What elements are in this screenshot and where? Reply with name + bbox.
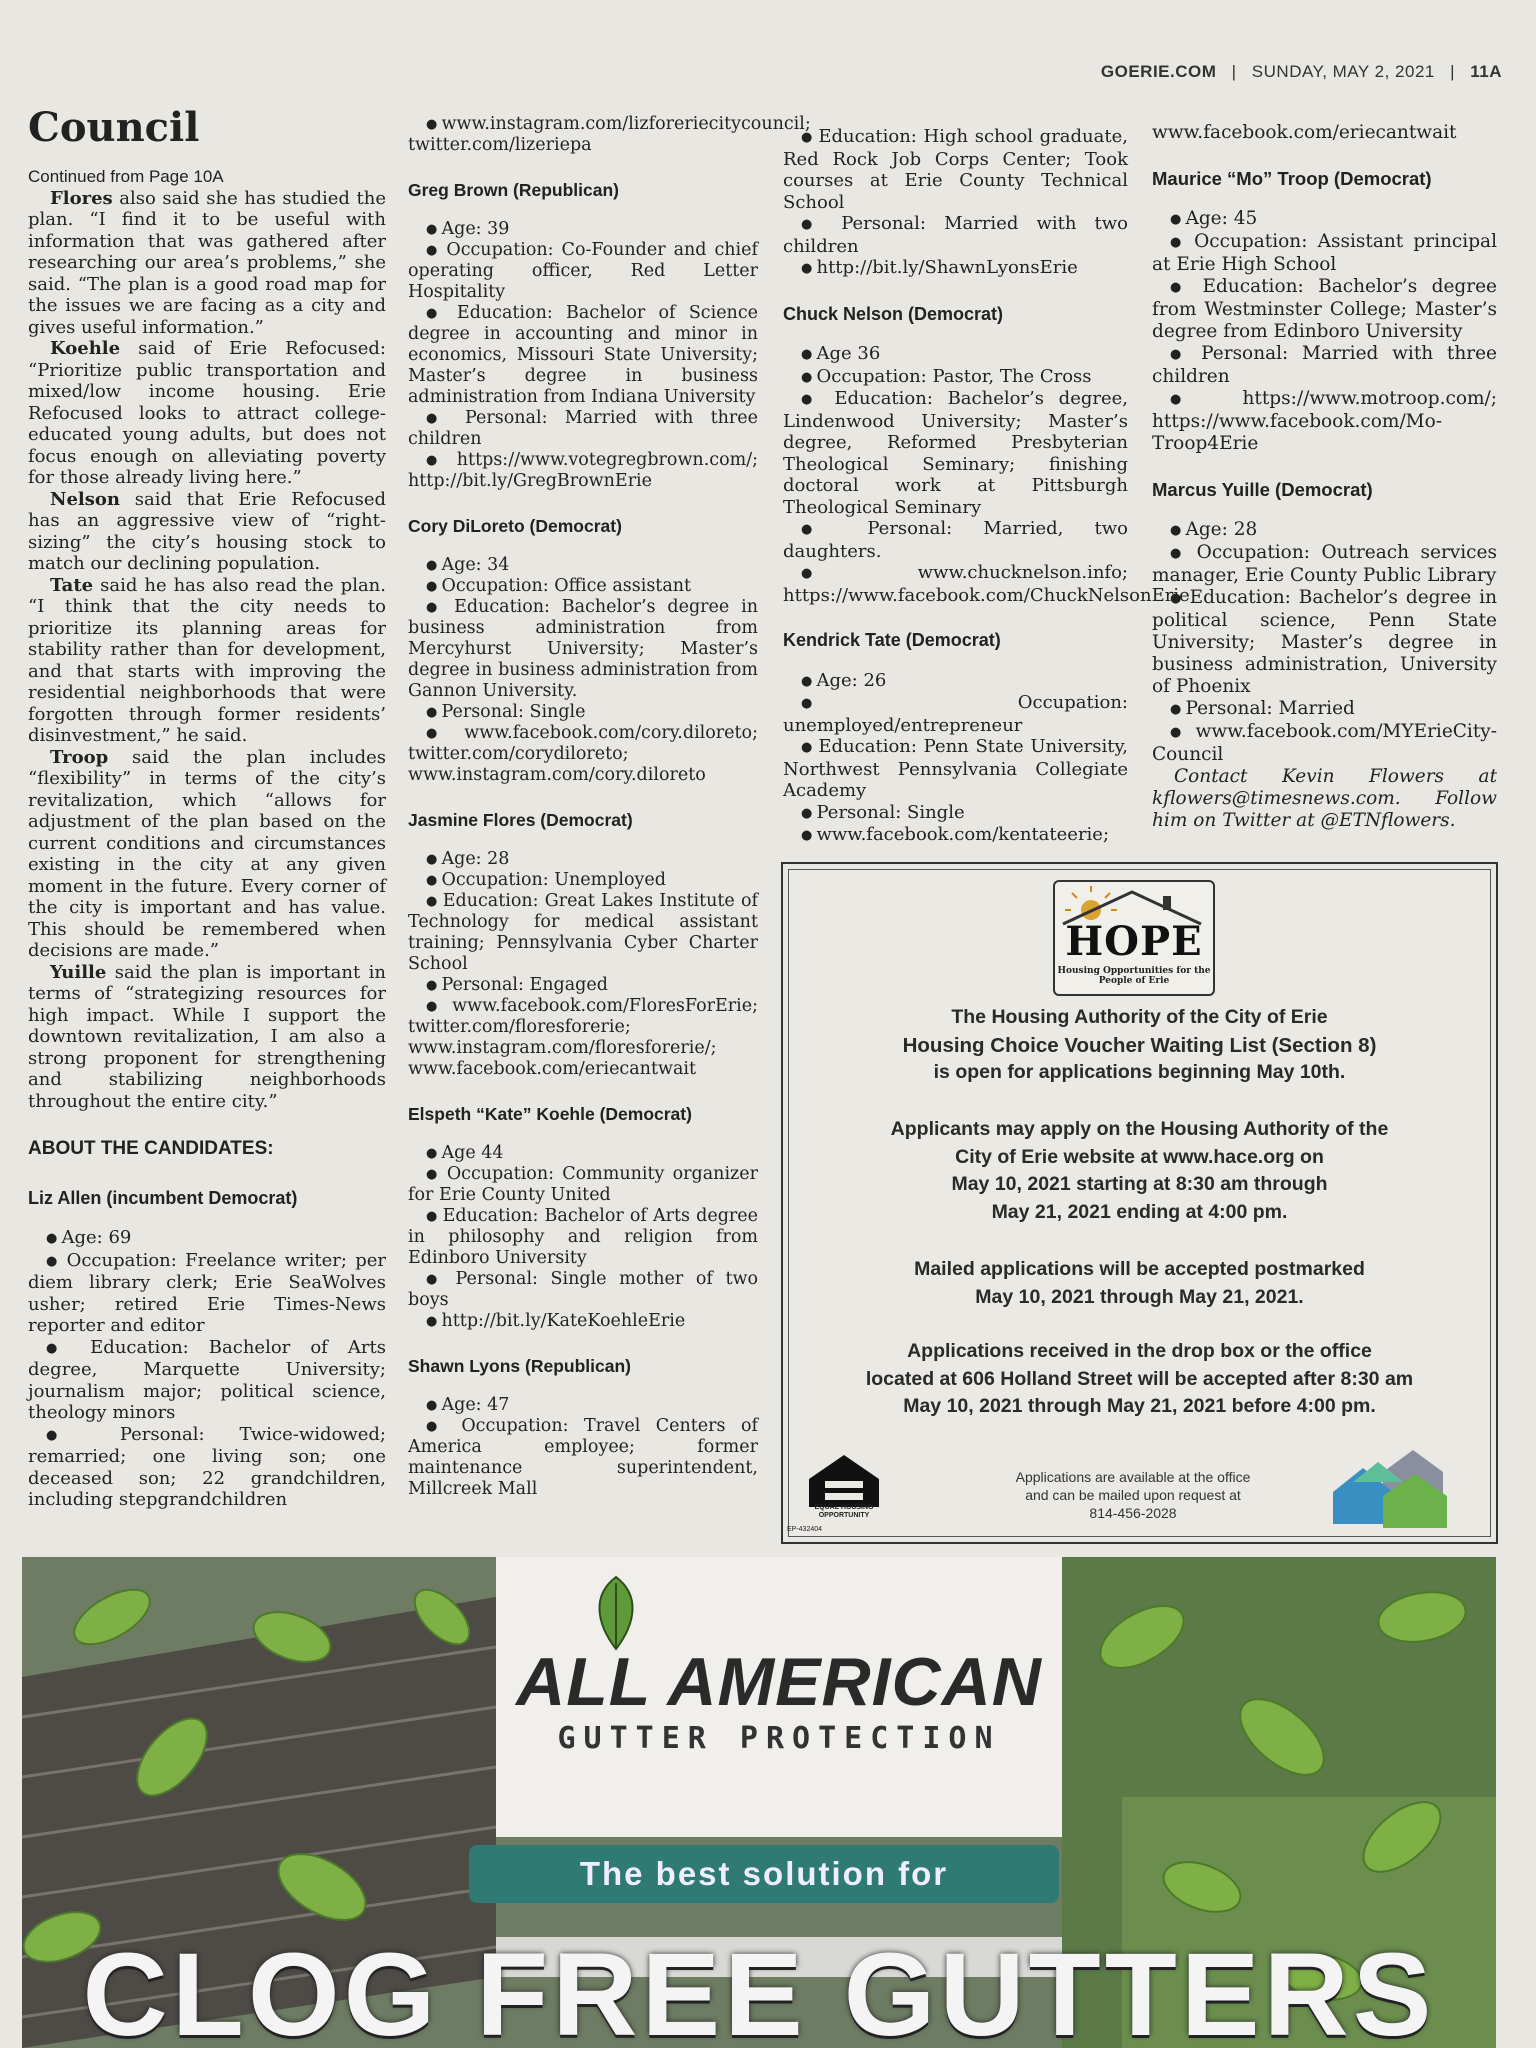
allen-personal: ● Personal: Twice-widowed; remarried; one living son; one deceased son; 22 grandchildren, including stepgrandchildren	[28, 1424, 386, 1511]
page-header: GOERIE.COM | SUNDAY, MAY 2, 2021 | 11A	[1100, 62, 1502, 81]
site-name: GOERIE.COM	[1100, 62, 1217, 81]
lyons-age: ● Age: 47	[408, 1395, 758, 1416]
paragraph-lead-name: Koehle	[50, 338, 121, 359]
about-heading: ABOUT THE CANDIDATES:	[28, 1138, 274, 1159]
allen-links: ● www.instagram.com/lizforeriecitycouncil; twitter.com/lizeriepa	[408, 114, 758, 156]
paragraph-text: said he has also read the plan. “I think that the city needs to prioritize its planning areas for stability rather than for development, and that starts with improving the residential neighborhoods that were forgotten through former residents’ disinvestment,” he said.	[28, 574, 386, 746]
nelson-occupation: ● Occupation: Pastor, The Cross	[783, 366, 1128, 389]
lyons-personal: ● Personal: Married with two children	[783, 213, 1128, 257]
flores-age: ● Age: 28	[408, 849, 758, 870]
candidate-diloreto	[408, 516, 758, 786]
flores-personal: ● Personal: Engaged	[408, 975, 758, 996]
troop-name: Maurice “Mo” Troop (Democrat)	[1152, 168, 1432, 189]
continued-note: Continued from Page 10A	[28, 167, 224, 186]
ad-line: located at 606 Holland Street will be accepted after 8:30 am	[865, 1367, 1414, 1390]
paragraph-lead-name: Yuille	[50, 961, 107, 983]
allen-education: ● Education: Bachelor of Arts degree, Marquette University; journalism major; political science, theology minors	[28, 1337, 386, 1424]
article-paragraph	[28, 747, 386, 962]
paragraph-text: said that Erie Refocused has an aggressive view of “right-sizing” the city’s housing stock to match our declining population.	[28, 488, 386, 574]
koehle-name: Elspeth “Kate” Koehle (Democrat)	[408, 1104, 692, 1124]
diloreto-age: ● Age: 34	[408, 555, 758, 576]
candidate-nelson	[783, 303, 1190, 607]
ad-dropbox	[783, 1338, 1496, 1421]
diloreto-occupation: ● Occupation: Office assistant	[408, 576, 758, 597]
paragraph-lead-name: Nelson	[50, 488, 120, 510]
article-paragraph	[28, 188, 386, 339]
ad-footer-line: 814-456-2028	[1089, 1505, 1177, 1521]
article-paragraph	[28, 962, 386, 1113]
houses-icon	[1323, 1442, 1473, 1532]
gutter-tagline-pill: The best solution for	[469, 1845, 1059, 1903]
flores-education: ● Education: Great Lakes Institute of Technology for medical assistant training; Pennsylvania Cyber Charter School	[408, 891, 758, 975]
allen-occupation: ● Occupation: Freelance writer; per diem library clerk; Erie SeaWolves usher; retired Erie Times-News reporter and editor	[28, 1250, 386, 1337]
leaf-icon	[586, 1573, 646, 1653]
allen-name: Liz Allen (incumbent Democrat)	[28, 1187, 298, 1208]
author-contact: Contact Kevin Flowers at kflowers@timesnews.com. Follow him on Twitter at @ETNflowers.	[1152, 766, 1497, 831]
hope-logo-tagline: Housing Opportunities for the People of Erie	[1057, 966, 1211, 986]
brown-links: ● https://www.votegregbrown.com/; http://bit.ly/GregBrownErie	[408, 450, 758, 492]
ad-line: May 10, 2021 through May 21, 2021 before 4:00 pm.	[903, 1395, 1376, 1417]
yuille-education: ● Education: Bachelor’s degree in political science, Penn State University; Master’s degree in business administration, University of Phoenix	[1152, 587, 1497, 698]
paragraph-text: also said she has studied the plan. “I find it to be useful with information that was gathered after researching our area’s problems,” she said. “The plan is a good road map for the issues we are facing as a city and gives useful information.”	[28, 187, 386, 338]
tate-age: ● Age: 26	[783, 670, 1128, 693]
tate-education: ● Education: Penn State University, Northwest Pennsylvania Collegiate Academy	[783, 736, 1128, 802]
paragraph-text: said the plan is important in terms of “strategizing resources for high impact. While I support the downtown revitalization, I am also a strong proponent for strengthening and stabilizing neighborhoods throughout the entire city.”	[28, 961, 386, 1112]
candidate-allen	[28, 1188, 386, 1511]
column-1	[28, 104, 386, 1511]
koehle-education: ● Education: Bachelor of Arts degree in philosophy and religion from Edinboro University	[408, 1206, 758, 1269]
brown-age: ● Age: 39	[408, 219, 758, 240]
tate-name: Kendrick Tate (Democrat)	[783, 630, 1001, 650]
troop-age: ● Age: 45	[1152, 208, 1497, 231]
ad-footer-line: and can be mailed upon request at	[1025, 1487, 1241, 1503]
lyons-education: ● Education: High school graduate, Red Rock Job Corps Center; Took courses at Erie County Technical School	[783, 126, 1128, 213]
diloreto-name: Cory DiLoreto (Democrat)	[408, 516, 622, 536]
yuille-name: Marcus Yuille (Democrat)	[1152, 479, 1373, 500]
troop-links: ● https://www.motroop.com/; https://www.facebook.com/Mo-Troop4Erie	[1152, 388, 1497, 455]
nelson-personal: ● Personal: Married, two daughters.	[783, 518, 1128, 562]
housing-authority-ad	[781, 862, 1498, 1544]
paragraph-text: said the plan includes “flexibility” in terms of the city’s revitalization, which “allows for adjustment of the plan based on the current conditions and circumstances existing in the city at any given moment in the future. Every corner of the city is important and has value. This should be remembered when decisions are made.”	[28, 746, 386, 961]
paragraph-lead-name: Flores	[50, 187, 113, 209]
brown-personal: ● Personal: Married with three children	[408, 408, 758, 450]
candidate-lyons-continued	[783, 126, 1128, 280]
ad-line: Applicants may apply on the Housing Authority of the	[890, 1118, 1389, 1140]
lyons-name: Shawn Lyons (Republican)	[408, 1356, 631, 1376]
brown-name: Greg Brown (Republican)	[408, 180, 619, 200]
ad-footer-line: Applications are available at the office	[1015, 1469, 1251, 1485]
ad-mail	[783, 1256, 1496, 1311]
flores-name: Jasmine Flores (Democrat)	[408, 810, 633, 830]
article-paragraph	[28, 338, 386, 489]
candidate-flores	[408, 810, 758, 1080]
tate-occupation: ● Occupation: unemployed/entrepreneur	[783, 692, 1128, 736]
diloreto-links: ● www.facebook.com/cory.diloreto; twitter.com/corydiloreto; www.instagram.com/cory.diloreto	[408, 723, 758, 786]
brown-education: ● Education: Bachelor of Science degree in accounting and minor in economics, Missouri State University; Master’s degree in business administration from Indiana University	[408, 303, 758, 408]
paragraph-lead-name: Troop	[50, 746, 109, 768]
candidate-lyons	[408, 1356, 758, 1500]
ad-line: May 10, 2021 through May 21, 2021.	[975, 1285, 1304, 1308]
ad-line: Applications received in the drop box or the office	[907, 1340, 1372, 1362]
article-paragraph	[28, 489, 386, 575]
nelson-links: ● www.chucknelson.info; https://www.facebook.com/ChuckNelsonErie	[783, 562, 1128, 606]
ad-line: City of Erie website at www.hace.org on	[955, 1145, 1324, 1168]
koehle-links: ● http://bit.ly/KateKoehleErie	[408, 1311, 758, 1332]
column-3	[783, 126, 1190, 847]
nelson-education: ● Education: Bachelor’s degree, Lindenwood University; Master’s degree, Reformed Presbyterian Theological Seminary; finishing doctoral work at Pittsburgh Theological Seminary	[783, 388, 1128, 518]
gutter-subbrand: GUTTER PROTECTION	[557, 1721, 1001, 1756]
koehle-age: ● Age 44	[408, 1143, 758, 1164]
yuille-age: ● Age: 28	[1152, 519, 1497, 542]
nelson-age: ● Age 36	[783, 343, 1128, 366]
hope-logo	[1053, 880, 1215, 996]
gutter-protection-ad	[22, 1557, 1496, 2048]
ad-line: Housing Choice Voucher Waiting List (Section 8)	[902, 1033, 1377, 1057]
koehle-personal: ● Personal: Single mother of two boys	[408, 1269, 758, 1311]
gutter-headline: CLOG FREE GUTTERS	[82, 1929, 1436, 2048]
column-2	[408, 114, 811, 1500]
koehle-occupation: ● Occupation: Community organizer for Erie County United	[408, 1164, 758, 1206]
ad-line: is open for applications beginning May 10th.	[933, 1061, 1346, 1083]
diloreto-personal: ● Personal: Single	[408, 702, 758, 723]
article-body	[28, 188, 386, 1113]
column-4	[1152, 122, 1497, 832]
yuille-occupation: ● Occupation: Outreach services manager, Erie County Public Library	[1152, 542, 1497, 587]
diloreto-education: ● Education: Bachelor’s degree in business administration from Mercyhurst University; Master’s degree in business administration from Gannon University.	[408, 597, 758, 702]
article-paragraph	[28, 575, 386, 747]
gutter-logo-panel	[496, 1557, 1062, 1837]
tate-links: ● www.facebook.com/kentateerie;	[783, 824, 1128, 847]
troop-education: ● Education: Bachelor’s degree from Westminster College; Master’s degree from Edinboro University	[1152, 276, 1497, 343]
ad-footer	[973, 1468, 1293, 1522]
candidate-yuille	[1152, 479, 1497, 766]
flores-occupation: ● Occupation: Unemployed	[408, 870, 758, 891]
troop-occupation: ● Occupation: Assistant principal at Erie High School	[1152, 231, 1497, 276]
page-number: 11A	[1470, 62, 1502, 81]
candidate-brown	[408, 180, 758, 492]
allen-age: ● Age: 69	[28, 1227, 386, 1250]
candidate-koehle	[408, 1104, 758, 1332]
paragraph-lead-name: Tate	[50, 574, 94, 596]
yuille-personal: ● Personal: Married	[1152, 698, 1497, 721]
ad-line: May 21, 2021 ending at 4:00 pm.	[991, 1200, 1288, 1223]
gutter-brand: ALL AMERICAN	[516, 1644, 1042, 1720]
candidate-troop	[1152, 168, 1497, 455]
candidate-tate	[783, 630, 1128, 847]
yuille-links: ● www.facebook.com/MYErieCity-Council	[1152, 721, 1497, 766]
hope-logo-word: HOPE	[1065, 918, 1203, 965]
issue-date: SUNDAY, MAY 2, 2021	[1251, 62, 1435, 81]
ad-apply-online	[783, 1116, 1496, 1226]
flores-links: ● www.facebook.com/FloresForErie; twitter.com/floresforerie; www.instagram.com/floresforerie/; www.facebook.com/eriecantwait	[408, 996, 758, 1080]
equal-housing-label: EQUAL HOUSING OPPORTUNITY	[814, 1504, 874, 1519]
tate-links-continued: www.facebook.com/eriecantwait	[1152, 122, 1457, 143]
ad-line: May 10, 2021 starting at 8:30 am through	[951, 1173, 1328, 1195]
nelson-name: Chuck Nelson (Democrat)	[783, 303, 1004, 324]
brown-occupation: ● Occupation: Co-Founder and chief operating officer, Red Letter Hospitality	[408, 240, 758, 303]
lyons-occupation: ● Occupation: Travel Centers of America employee; former maintenance superintendent, Millcreek Mall	[408, 1416, 758, 1500]
ad-code: EP-432404	[787, 1526, 823, 1533]
troop-personal: ● Personal: Married with three children	[1152, 343, 1497, 388]
ad-line: Mailed applications will be accepted postmarked	[914, 1258, 1365, 1280]
lyons-links: ● http://bit.ly/ShawnLyonsErie	[783, 257, 1128, 280]
article-title: Council	[28, 104, 200, 151]
paragraph-text: said of Erie Refocused: “Prioritize public transportation and mixed/low income housing. Erie Refocused looks to attract college-educated young adults, but does not focus enough on alleviating poverty for those already living here.”	[28, 338, 386, 488]
tate-personal: ● Personal: Single	[783, 802, 1128, 825]
ad-line: The Housing Authority of the City of Erie	[951, 1006, 1328, 1028]
ad-intro	[783, 1004, 1496, 1087]
